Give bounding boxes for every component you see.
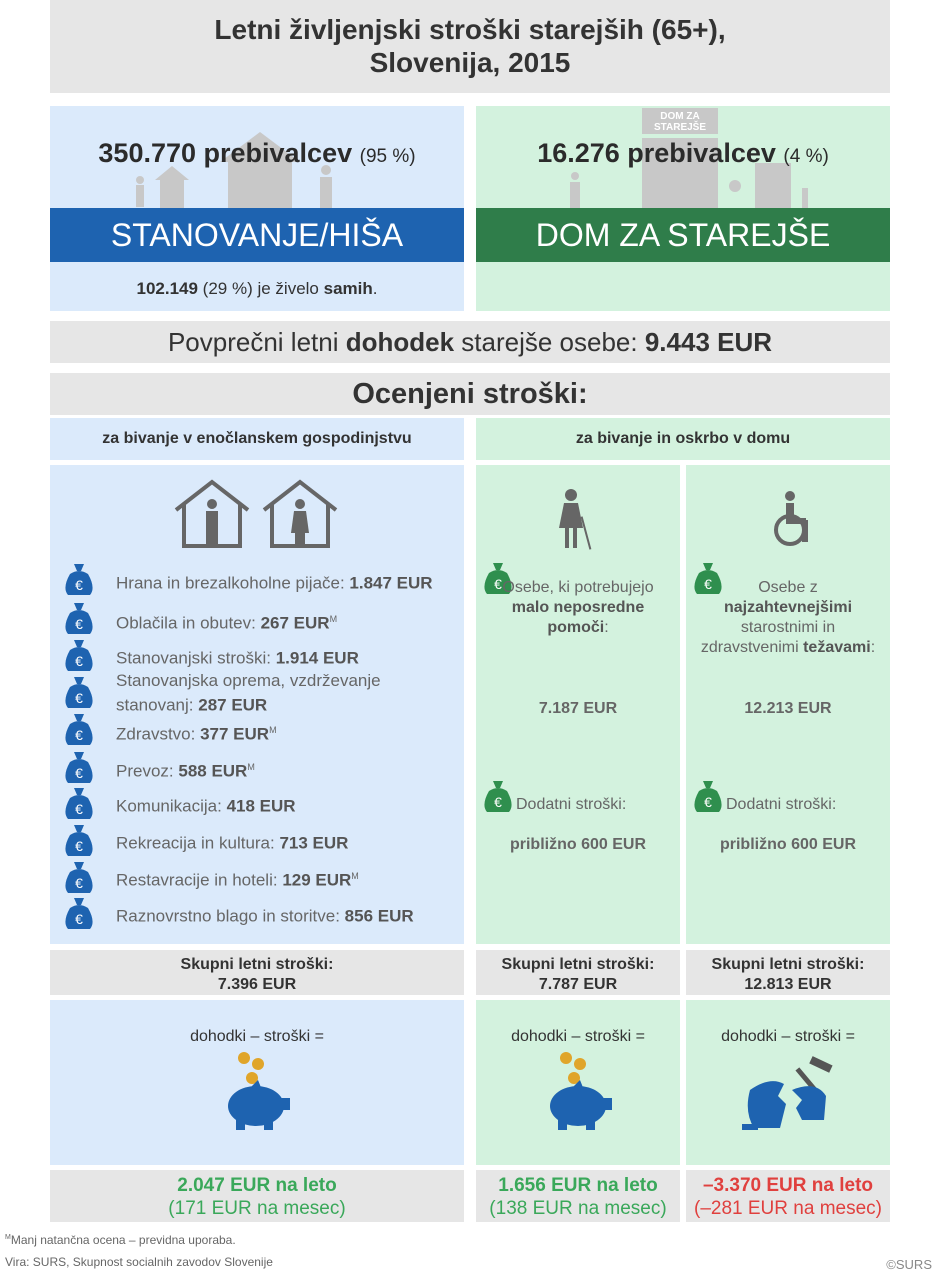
low-care-cost: 7.187 EUR xyxy=(538,700,618,717)
cost-item-label: Hrana in brezalkoholne pijače: xyxy=(116,573,350,593)
balance-low-care: 1.656 EUR na leto (138 EUR na mesec) xyxy=(476,1170,680,1222)
houses-with-elderly-icon xyxy=(172,478,342,550)
svg-text:€: € xyxy=(75,653,83,669)
cost-item-label: Stanovanjski stroški: xyxy=(116,648,276,668)
wheelchair-icon xyxy=(770,490,818,548)
svg-text:€: € xyxy=(494,576,502,592)
source: Vira: SURS, Skupnost socialnih zavodov Slovenije xyxy=(5,1255,273,1269)
footnote: $^M$Manj natančna ocena – previdna uporaba. xyxy=(5,1233,236,1247)
low-care-extra-label: Dodatni stroški: xyxy=(516,796,627,813)
money-bag-icon xyxy=(64,786,94,820)
cost-item xyxy=(116,569,456,594)
high-care-extra-label: Dodatni stroški: xyxy=(726,796,837,813)
low-care-extra-cost: približno 600 EUR xyxy=(509,836,647,853)
svg-text:€: € xyxy=(704,794,712,810)
money-bag-icon xyxy=(693,779,723,813)
piggy-bank-icon xyxy=(544,1050,614,1132)
home-population: 350.770 prebivalcev (95 %) xyxy=(98,138,416,168)
low-care-description: Osebe, ki potrebujejo malo neposredne pomoči: xyxy=(502,579,654,636)
cost-item-value: 713 EUR xyxy=(279,833,349,853)
total-household: Skupni letni stroški: 7.396 EUR xyxy=(50,950,464,995)
care-population: 16.276 prebivalcev (4 %) xyxy=(537,138,829,168)
cost-item-label: Stanovanjska oprema, vzdrževanje stanovanj: xyxy=(116,671,381,715)
cost-item-label: Raznovrstno blago in storitve: xyxy=(116,906,345,926)
svg-text:€: € xyxy=(75,801,83,817)
money-bag-icon xyxy=(64,675,94,709)
total-low-care: Skupni letni stroški: 7.787 EUR xyxy=(476,950,680,995)
svg-text:€: € xyxy=(75,690,83,706)
cost-item xyxy=(116,829,456,854)
cost-item-label: Restavracije in hoteli: xyxy=(116,870,283,890)
cost-item-label: Prevoz: xyxy=(116,761,179,781)
high-care-description: Osebe z najzahtevnejšimi starostnimi in zdravstvenimi težavami: xyxy=(700,579,876,656)
svg-text:€: € xyxy=(75,875,83,891)
home-banner: STANOVANJE/HIŠA xyxy=(50,208,464,262)
high-care-cost: 12.213 EUR xyxy=(744,700,832,717)
cost-item-value: 1.914 EUR xyxy=(275,648,359,668)
cost-item xyxy=(116,644,456,669)
money-bag-icon xyxy=(64,750,94,784)
copyright: ©SURS xyxy=(886,1257,932,1272)
cost-item-label: Oblačila in obutev: xyxy=(116,613,261,633)
svg-text:€: € xyxy=(75,616,83,632)
costs-heading: Ocenjeni stroški: xyxy=(50,373,890,415)
average-income: Povprečni letni dohodek starejše osebe: 9.443 EUR xyxy=(50,321,890,363)
subheader-care: za bivanje in oskrbo v domu xyxy=(476,418,890,460)
subheader-household: za bivanje v enočlanskem gospodinjstvu xyxy=(50,418,464,460)
cost-item-label: Rekreacija in kultura: xyxy=(116,833,280,853)
cost-item xyxy=(116,866,456,891)
svg-text:€: € xyxy=(75,765,83,781)
cost-item xyxy=(116,609,456,634)
broken-piggy-bank-icon xyxy=(740,1050,840,1132)
piggy-bank-icon xyxy=(222,1050,292,1132)
estimate-marker: M xyxy=(351,871,359,881)
cost-item xyxy=(116,720,456,745)
cost-item-value: 1.847 EUR xyxy=(349,573,433,593)
svg-text:€: € xyxy=(494,794,502,810)
page-title: Letni življenjski stroški starejših (65+), Slovenija, 2015 xyxy=(50,0,890,93)
money-bag-icon xyxy=(64,562,94,596)
elderly-woman-icon xyxy=(555,488,595,550)
balance-high-care: –3.370 EUR na leto (–281 EUR na mesec) xyxy=(686,1170,890,1222)
svg-text:€: € xyxy=(75,577,83,593)
cost-item xyxy=(116,671,416,716)
cost-item-value: 418 EUR xyxy=(226,796,296,816)
money-bag-icon xyxy=(64,712,94,746)
estimate-marker: M xyxy=(269,725,277,735)
formula-text: dohodki – stroški = xyxy=(511,1028,645,1045)
estimate-marker: M xyxy=(247,762,255,772)
high-care-extra-cost: približno 600 EUR xyxy=(719,836,857,853)
svg-text:DOM ZA: DOM ZA xyxy=(660,111,700,122)
balance-household: 2.047 EUR na leto (171 EUR na mesec) xyxy=(50,1170,464,1222)
formula-text: dohodki – stroški = xyxy=(721,1028,855,1045)
money-bag-icon xyxy=(64,638,94,672)
cost-item-value: 129 EUR xyxy=(282,870,352,890)
cost-item-value: 287 EUR xyxy=(198,695,268,715)
svg-text:STAREJŠE: STAREJŠE xyxy=(653,122,707,133)
cost-item-label: Zdravstvo: xyxy=(116,724,201,744)
estimate-marker: M xyxy=(329,614,338,624)
money-bag-icon xyxy=(64,601,94,635)
money-bag-icon xyxy=(483,779,513,813)
cost-item xyxy=(116,902,456,927)
cost-item xyxy=(116,792,456,817)
cost-item-value: 267 EUR xyxy=(260,613,330,633)
cost-item xyxy=(116,757,456,782)
money-bag-icon xyxy=(64,896,94,930)
cost-item-value: 377 EUR xyxy=(200,724,270,744)
svg-text:€: € xyxy=(704,576,712,592)
care-banner: DOM ZA STAREJŠE xyxy=(476,208,890,262)
svg-text:€: € xyxy=(75,727,83,743)
money-bag-icon xyxy=(64,823,94,857)
svg-text:€: € xyxy=(75,838,83,854)
cost-item-value: 856 EUR xyxy=(344,906,414,926)
money-bag-icon xyxy=(64,860,94,894)
total-high-care: Skupni letni stroški: 12.813 EUR xyxy=(686,950,890,995)
cost-item-label: Komunikacija: xyxy=(116,796,227,816)
living-alone-text: 102.149 (29 %) je živelo samih. xyxy=(136,279,378,298)
cost-item-value: 588 EUR xyxy=(178,761,248,781)
formula-text: dohodki – stroški = xyxy=(190,1028,324,1045)
svg-text:€: € xyxy=(75,911,83,927)
